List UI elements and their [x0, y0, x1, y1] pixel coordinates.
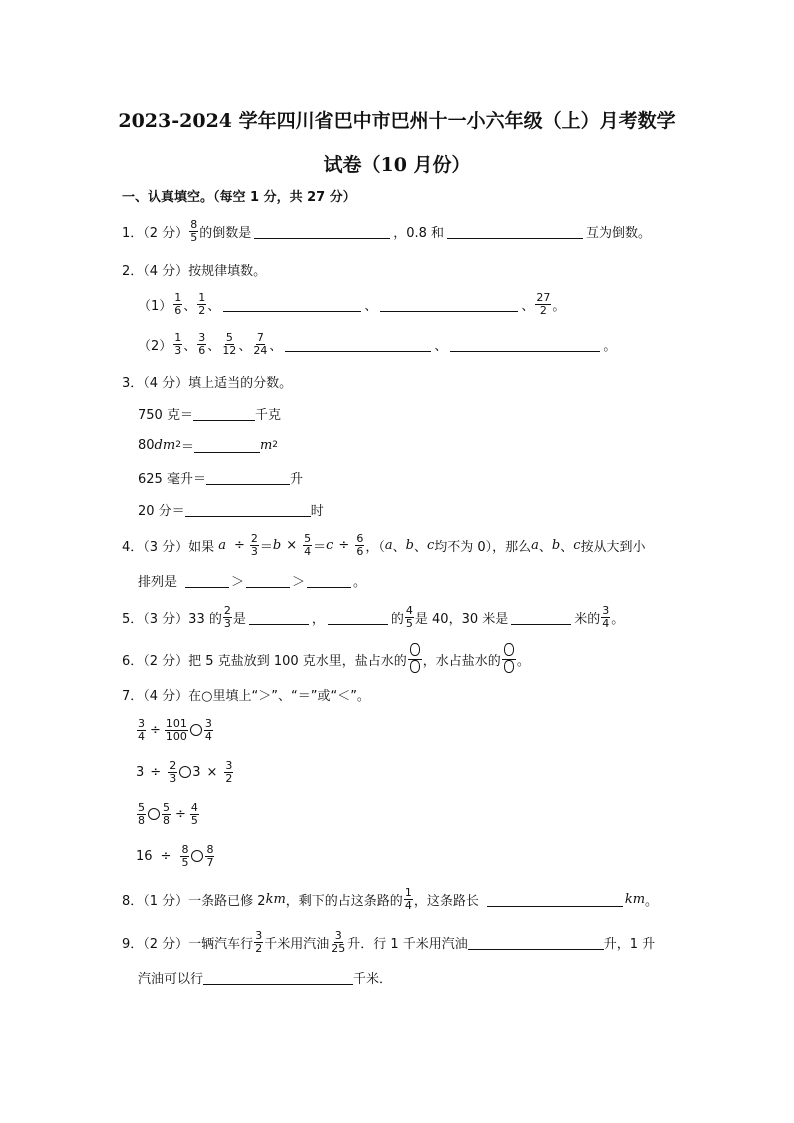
q9-line-2: [138, 960, 392, 994]
compare-circle[interactable]: [191, 850, 203, 862]
var-c: c: [573, 537, 581, 553]
separator: 、: [207, 338, 221, 354]
q1-text: ，0.8 和: [393, 225, 445, 241]
q4-text: 按从大到小: [580, 539, 646, 555]
q2-part-2: [138, 327, 616, 361]
answer-blank[interactable]: [193, 406, 255, 421]
var-c: c: [426, 537, 435, 553]
row-text: 625 毫升＝: [138, 471, 206, 487]
q3-row-2: [138, 428, 278, 462]
fraction: $\frac{5}{12}$: [222, 330, 237, 357]
var-a: a: [531, 537, 539, 553]
q7-expr-1: [136, 713, 214, 747]
operator: ×: [206, 764, 218, 780]
answer-blank[interactable]: [307, 573, 351, 588]
var-a: a: [384, 537, 393, 553]
q4-text: 、: [413, 539, 427, 555]
question-3: 3．（4 分）填上适当的分数。: [122, 375, 293, 391]
var-a: a: [218, 537, 226, 553]
blank-fraction[interactable]: [502, 643, 516, 676]
q4-line-2: [138, 563, 366, 597]
question-4: [122, 528, 646, 562]
answer-blank[interactable]: [254, 224, 390, 239]
row-text: 750 克＝: [138, 407, 193, 423]
answer-blank[interactable]: [285, 337, 431, 352]
end-mark: 。: [645, 893, 659, 909]
unit-dm: dm: [154, 437, 176, 453]
number: 3: [136, 764, 145, 780]
fraction: $\frac{2}{3}$: [250, 531, 258, 558]
q9-text: 千米用汽油: [264, 936, 330, 952]
q1-number: 1．（2 分）: [122, 225, 189, 241]
separator: 、: [364, 298, 378, 314]
row-text: 20 分＝: [138, 503, 185, 519]
fraction: $\frac{5}{8}$: [138, 800, 145, 827]
answer-blank[interactable]: [450, 337, 600, 352]
var-c: c: [326, 537, 334, 553]
question-8: [122, 882, 658, 916]
q7-expr-3: [136, 797, 200, 831]
q5-text: 是: [232, 611, 246, 627]
q8-text: ，这条路长: [413, 893, 479, 909]
end-mark: 。: [603, 338, 617, 354]
fraction: $\frac{8}{7}$: [206, 842, 214, 869]
q1-text: 互为倒数。: [586, 225, 652, 241]
fraction: $\frac{5}{8}$: [163, 800, 170, 827]
q7-expr-4: [136, 839, 215, 873]
compare-circle[interactable]: [148, 808, 160, 820]
fraction: $\frac{1}{2}$: [198, 290, 206, 317]
page-title-line1: 2023-2024 学年四川省巴中市巴州十一小六年级（上）月考数学: [118, 110, 676, 132]
fraction: $\frac{27}{2}$: [536, 290, 551, 317]
fraction: $\frac{8}{5}$: [181, 842, 189, 869]
q9-number: 9．（2 分）一辆汽车行: [122, 936, 254, 952]
answer-blank[interactable]: [328, 610, 388, 625]
q5-number: 5．（3 分）33 的: [122, 611, 222, 627]
operator: ÷: [175, 806, 186, 822]
row-unit: 升: [289, 471, 303, 487]
q5-text: 是 40，30 米是: [414, 611, 509, 627]
question-5: [122, 600, 624, 634]
q9-text: 千米．: [353, 971, 393, 987]
separator: 、: [434, 338, 448, 354]
fraction: $\frac{4}{5}$: [405, 603, 413, 630]
end-mark: 。: [353, 574, 367, 590]
q4-number: 4．（3 分）如果: [122, 539, 215, 555]
q5-text: 的: [390, 611, 404, 627]
question-2: 2．（4 分）按规律填数。: [122, 263, 267, 279]
q9-text: 升．行 1 千米用汽油: [347, 936, 468, 952]
operator: ÷: [160, 848, 172, 864]
answer-blank[interactable]: [194, 438, 260, 453]
q8-number: 8．（1 分）一条路已修 2: [122, 893, 266, 909]
end-mark: 。: [552, 298, 566, 314]
end-mark: 。: [516, 653, 530, 669]
q4-text: 排列是: [138, 574, 178, 590]
separator: 、: [183, 338, 197, 354]
separator: 、: [521, 298, 535, 314]
separator: 、: [207, 298, 221, 314]
fraction: $\frac{8}{5}$: [190, 217, 198, 244]
fraction: $\frac{3}{4}$: [138, 716, 145, 743]
unit-km: km: [265, 891, 286, 907]
q4-text: ，（: [365, 539, 385, 555]
part-label: （2）: [138, 338, 173, 354]
unit-m: m: [259, 437, 273, 453]
fraction: $\frac{5}{4}$: [304, 531, 312, 558]
q5-text: 米的: [574, 611, 601, 627]
answer-blank[interactable]: [249, 610, 309, 625]
operator: ＞: [292, 574, 306, 590]
operator: ＝: [313, 539, 327, 555]
fraction: $\frac{7}{24}$: [253, 330, 268, 357]
q4-text: 均不为 0），那么: [434, 539, 532, 555]
end-mark: 。: [611, 611, 625, 627]
fraction: $\frac{1}{4}$: [404, 885, 412, 912]
separator: 、: [238, 338, 252, 354]
row-unit: 千克: [254, 407, 281, 423]
q8-text: ，剩下的占这条路的: [285, 893, 403, 909]
question-1: [122, 214, 651, 248]
compare-circle[interactable]: [179, 766, 191, 778]
var-b: b: [551, 537, 561, 553]
q3-row-3: [138, 460, 303, 494]
operator: ÷: [150, 722, 161, 738]
blank-fraction[interactable]: [408, 643, 422, 676]
fraction: $\frac{3}{6}$: [198, 330, 206, 357]
q9-text: 汽油可以行: [138, 971, 204, 987]
answer-blank[interactable]: [246, 573, 290, 588]
var-b: b: [272, 537, 282, 553]
q7-expr-2: [136, 755, 234, 789]
question-7: 7．（4 分）在○里填上“＞”、“＝”或“＜”。: [122, 688, 370, 704]
q1-text: 的倒数是: [199, 225, 252, 241]
fraction: $\frac{4}{5}$: [190, 800, 198, 827]
compare-circle[interactable]: [190, 724, 202, 736]
separator: 、: [183, 298, 197, 314]
q4-text: 、: [538, 539, 552, 555]
superscript: 2: [272, 440, 279, 450]
q3-row-1: [138, 396, 281, 430]
fraction: $\frac{6}{6}$: [356, 531, 364, 558]
answer-blank[interactable]: [468, 935, 604, 950]
fraction: $\frac{3}{25}$: [331, 928, 346, 955]
q5-text: ，: [311, 611, 325, 627]
section-heading: 一、认真填空。（每空 1 分，共 27 分）: [122, 189, 356, 205]
answer-blank[interactable]: [380, 297, 518, 312]
fraction: $\frac{2}{3}$: [223, 603, 231, 630]
number: 3: [192, 764, 201, 780]
answer-blank[interactable]: [447, 224, 583, 239]
row-unit: 时: [310, 503, 324, 519]
operator: ÷: [150, 764, 162, 780]
q6-text: ，水占盐水的: [422, 653, 501, 669]
question-9: [122, 925, 655, 959]
answer-blank[interactable]: [511, 610, 571, 625]
equals: ＝: [180, 439, 194, 455]
question-6: [122, 642, 530, 676]
operator: ＞: [231, 574, 245, 590]
fraction: $\frac{3}{4}$: [204, 716, 212, 743]
fraction: $\frac{1}{6}$: [174, 290, 182, 317]
fraction: $\frac{3}{2}$: [225, 758, 233, 785]
operator: ＝: [259, 539, 273, 555]
q2-part-1: [138, 287, 565, 321]
q9-text: 升，1 升: [603, 936, 656, 952]
q4-text: 、: [560, 539, 574, 555]
answer-blank[interactable]: [185, 573, 229, 588]
operator: ÷: [338, 537, 350, 553]
operator: ÷: [233, 537, 245, 553]
var-b: b: [405, 537, 414, 553]
q3-row-4: [138, 492, 324, 526]
fraction: $\frac{1}{3}$: [174, 330, 182, 357]
superscript: 2: [175, 440, 181, 450]
answer-blank[interactable]: [487, 892, 623, 907]
answer-blank[interactable]: [185, 502, 311, 517]
q4-text: 、: [392, 539, 406, 555]
row-text: 80: [138, 437, 155, 453]
answer-blank[interactable]: [206, 470, 290, 485]
fraction: $\frac{3}{4}$: [602, 603, 610, 630]
fraction: $\frac{2}{3}$: [169, 758, 177, 785]
unit-km: km: [624, 891, 646, 907]
answer-blank[interactable]: [223, 297, 361, 312]
number: 16: [136, 848, 153, 864]
page-title-line2: 试卷（10 月份）: [323, 154, 471, 176]
answer-blank[interactable]: [203, 970, 353, 985]
part-label: （1）: [138, 298, 173, 314]
separator: 、: [269, 338, 283, 354]
fraction: $\frac{3}{2}$: [255, 928, 263, 955]
fraction: $\frac{101}{100}$: [165, 716, 187, 743]
operator: ×: [286, 537, 298, 553]
q6-number: 6．（2 分）把 5 克盐放到 100 克水里，盐占水的: [122, 653, 407, 669]
